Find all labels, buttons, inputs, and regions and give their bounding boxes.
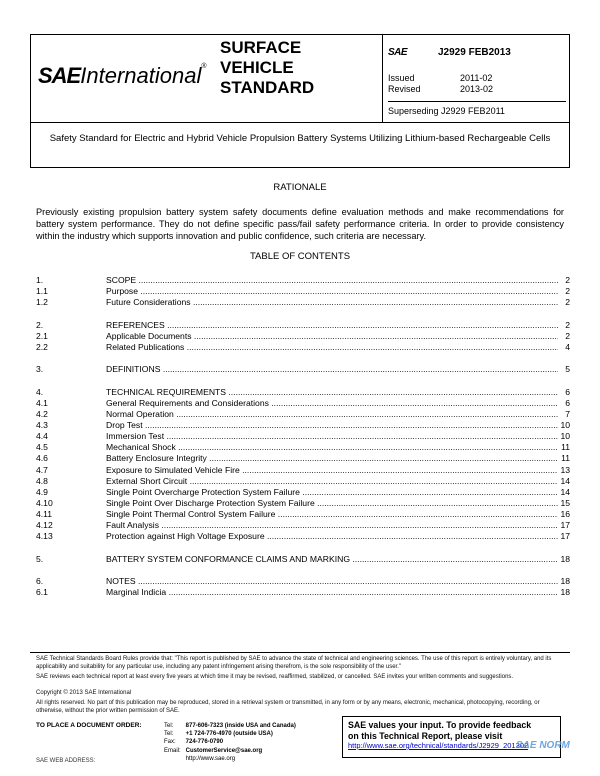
toc-entry[interactable]: [36, 442, 570, 453]
toc-entry[interactable]: [36, 465, 570, 476]
toc-number: 4.11: [36, 509, 53, 520]
toc-number: 1.: [36, 275, 44, 285]
toc-entry[interactable]: [36, 342, 570, 353]
toc-entry[interactable]: [36, 453, 570, 464]
logo-sae: SAE: [38, 63, 81, 88]
logo-international: International: [80, 63, 202, 88]
tel-label: Tel:: [164, 723, 174, 729]
toc-entry[interactable]: [36, 331, 570, 342]
header-divider: [382, 35, 383, 122]
toc-title: Exposure to Simulated Vehicle Fire .....: [106, 465, 558, 476]
toc-title: Future Considerations .....: [106, 297, 558, 308]
toc-entry[interactable]: [36, 431, 570, 442]
toc-entry[interactable]: [36, 275, 570, 286]
toc-title: Fault Analysis .....: [106, 520, 558, 531]
toc-entry[interactable]: [36, 476, 570, 487]
issued-row: [388, 73, 493, 83]
toc-title: Mechanical Shock .....: [106, 442, 558, 453]
toc-entry[interactable]: [36, 554, 570, 565]
toc-number: 1.2: [36, 297, 48, 308]
toc-title: Single Point Over Discharge Protection System Failure .....: [106, 498, 558, 509]
toc-page: 2: [565, 330, 570, 341]
toc-number: 2.2: [36, 341, 48, 352]
toc-title: Battery Enclosure Integrity .....: [106, 453, 558, 464]
toc-entry[interactable]: [36, 387, 570, 398]
toc-title: BATTERY SYSTEM CONFORMANCE CLAIMS AND MARKING .....: [106, 554, 558, 565]
info-divider: [388, 101, 566, 102]
toc-title: SCOPE .....: [106, 275, 558, 286]
toc-page: 15: [560, 498, 570, 508]
toc-title: Single Point Thermal Control System Failure .....: [106, 509, 558, 520]
toc-number: 4.6: [36, 453, 48, 464]
tel2-label: Tel:: [164, 731, 174, 738]
toc-entry[interactable]: [36, 320, 570, 331]
toc-title: Related Publications .....: [106, 342, 558, 353]
toc-number: 4.: [36, 386, 44, 397]
toc-entry[interactable]: [36, 576, 570, 587]
toc-page: 2: [565, 275, 570, 285]
toc-number: 6.1: [36, 587, 48, 598]
toc-number: 3.: [36, 364, 44, 375]
toc-page: 16: [560, 509, 570, 520]
toc-number: 4.10: [36, 498, 53, 508]
toc-number: 4.9: [36, 486, 48, 497]
email-value[interactable]: CustomerService@sae.org: [185, 747, 263, 754]
toc-page: 7: [565, 408, 570, 419]
toc-page: 6: [565, 386, 570, 397]
toc-entry[interactable]: [36, 364, 570, 375]
toc-number: 4.8: [36, 475, 48, 486]
toc-number: 4.1: [36, 397, 48, 408]
issued-value: 2011-02: [460, 73, 493, 83]
toc-entry[interactable]: [36, 398, 570, 409]
issued-label: Issued: [388, 73, 415, 83]
toc-page: 14: [560, 486, 570, 497]
toc-page: 6: [565, 397, 570, 408]
rationale-heading: RATIONALE: [273, 182, 327, 193]
toc-page: 18: [560, 553, 570, 564]
footer-note-review: SAE reviews each technical report at least every five years at which time it may be revised, reaffirmed, stabilized, or cancelled. SAE invites your written comments and suggestions.: [36, 674, 514, 680]
revised-label: Revised: [388, 84, 421, 94]
toc-number: 4.12: [36, 520, 53, 531]
toc-title: NOTES .....: [106, 576, 558, 587]
toc-number: 2.1: [36, 330, 48, 341]
toc-number: 1.1: [36, 286, 48, 297]
web-address-label: SAE WEB ADDRESS:: [36, 758, 96, 764]
fax-value: 724-776-0790: [185, 739, 224, 746]
email-label: Email:: [164, 747, 181, 754]
sae-international-logo: [38, 63, 207, 89]
order-label: TO PLACE A DOCUMENT ORDER:: [36, 722, 142, 729]
footer-divider: [30, 652, 570, 653]
fax-label: Fax:: [164, 739, 176, 746]
toc-number: 5.: [36, 553, 44, 564]
toc-number: 4.5: [36, 442, 48, 453]
toc-entry[interactable]: [36, 531, 570, 542]
toc-entry[interactable]: [36, 520, 570, 531]
toc-title: Drop Test .....: [106, 420, 558, 431]
toc-title: TECHNICAL REQUIREMENTS .....: [106, 387, 558, 398]
toc-page: 14: [560, 475, 570, 486]
standard-type-line: STANDARD: [220, 78, 315, 97]
toc-title: Purpose .....: [106, 286, 558, 297]
toc-number: 4.13: [36, 531, 53, 542]
footer-note-rules: SAE Technical Standards Board Rules provide that: "This report is published by SAE to advance the state of technical and engineering sciences. The use of this report is entirely voluntary, and its applicability and suitability for any particular use, including any patent infringement arising therefrom, is the sole responsibility of the user.": [36, 656, 552, 670]
toc-entry[interactable]: [36, 409, 570, 420]
document-title: Safety Standard for Electric and Hybrid Vehicle Propulsion Battery Systems Utilizing Lithium-based Rechargeable Cells: [30, 123, 570, 168]
toc-page: 2: [565, 286, 570, 297]
web-link[interactable]: http://www.sae.org: [185, 755, 236, 762]
standard-type-line: SURFACE: [220, 38, 302, 57]
toc-title: External Short Circuit .....: [106, 476, 558, 487]
toc-page: 13: [560, 464, 570, 475]
toc-page: 17: [560, 531, 570, 542]
revised-row: [388, 84, 494, 94]
toc-number: 4.7: [36, 464, 48, 475]
footer-rights: All rights reserved. No part of this publication may be reproduced, stored in a retrieval system or transmitted, in any form or by any means, electronic, mechanical, photocopying, recording, or otherwise, without the prior written permission of SAE.: [36, 700, 540, 714]
toc-number: 4.2: [36, 408, 48, 419]
toc-page: 2: [565, 297, 570, 308]
standard-type-line: VEHICLE: [220, 58, 294, 77]
header-box: [30, 34, 570, 123]
toc-title: Protection against High Voltage Exposure .....: [106, 531, 558, 542]
feedback-link[interactable]: http://www.sae.org/technical/standards/J2929_201302: [348, 741, 529, 750]
toc-number: 6.: [36, 576, 44, 587]
standard-type: [220, 38, 314, 98]
toc-number: 4.3: [36, 419, 48, 430]
toc-page: 10: [560, 431, 570, 442]
toc-title: General Requirements and Considerations .....: [106, 398, 558, 409]
toc-number: 4.4: [36, 431, 48, 442]
toc-page: 11: [561, 442, 570, 453]
footer-copyright: Copyright © 2013 SAE International: [36, 690, 132, 696]
toc-page: 11: [561, 453, 570, 464]
toc-entry[interactable]: [36, 420, 570, 431]
toc-title: Single Point Overcharge Protection System Failure .....: [106, 487, 558, 498]
tel2-value: +1 724-776-4970 (outside USA): [185, 731, 273, 738]
toc-entry[interactable]: [36, 587, 570, 598]
order-contact: [164, 722, 296, 763]
toc-page: 17: [560, 520, 570, 531]
feedback-line: on this Technical Report, please visit: [348, 730, 503, 741]
toc-page: 4: [565, 341, 570, 352]
toc-page: 2: [565, 319, 570, 330]
tel-value: 877-606-7323 (inside USA and Canada): [185, 723, 296, 729]
rationale-text: Previously existing propulsion battery system safety documents define evaluation methods and make recommendations for battery system performance. They do not define specific pass/fail safety performance criteria. In order to provide consistency within the industry which supports innovation and public confidence, such criteria are necessary.: [36, 207, 564, 241]
toc-entry[interactable]: [36, 509, 570, 520]
toc-heading: TABLE OF CONTENTS: [249, 251, 351, 262]
mini-sae-logo: SAE: [388, 47, 408, 58]
toc-page: 18: [560, 576, 570, 587]
toc-title: DEFINITIONS .....: [106, 364, 558, 375]
document-number: J2929 FEB2013: [438, 47, 511, 58]
toc-title: Applicable Documents .....: [106, 331, 558, 342]
superseding-text: Superseding J2929 FEB2011: [388, 106, 505, 116]
watermark: SAE NORM: [516, 740, 570, 751]
toc-title: Immersion Test .....: [106, 431, 558, 442]
toc-entry[interactable]: [36, 487, 570, 498]
revised-value: 2013-02: [460, 84, 494, 94]
logo-registered-mark: ®: [201, 63, 207, 70]
toc-page: 18: [560, 587, 570, 598]
toc-title: REFERENCES .....: [106, 320, 558, 331]
toc-entry[interactable]: [36, 498, 570, 509]
toc-number: 2.: [36, 319, 44, 330]
toc-page: 5: [565, 364, 570, 375]
toc-title: Marginal Indicia .....: [106, 587, 558, 598]
toc-entry[interactable]: [36, 286, 570, 297]
feedback-line: SAE values your input. To provide feedback: [348, 720, 532, 730]
toc-page: 10: [560, 419, 570, 430]
toc-title: Normal Operation .....: [106, 409, 558, 420]
toc-entry[interactable]: [36, 297, 570, 308]
